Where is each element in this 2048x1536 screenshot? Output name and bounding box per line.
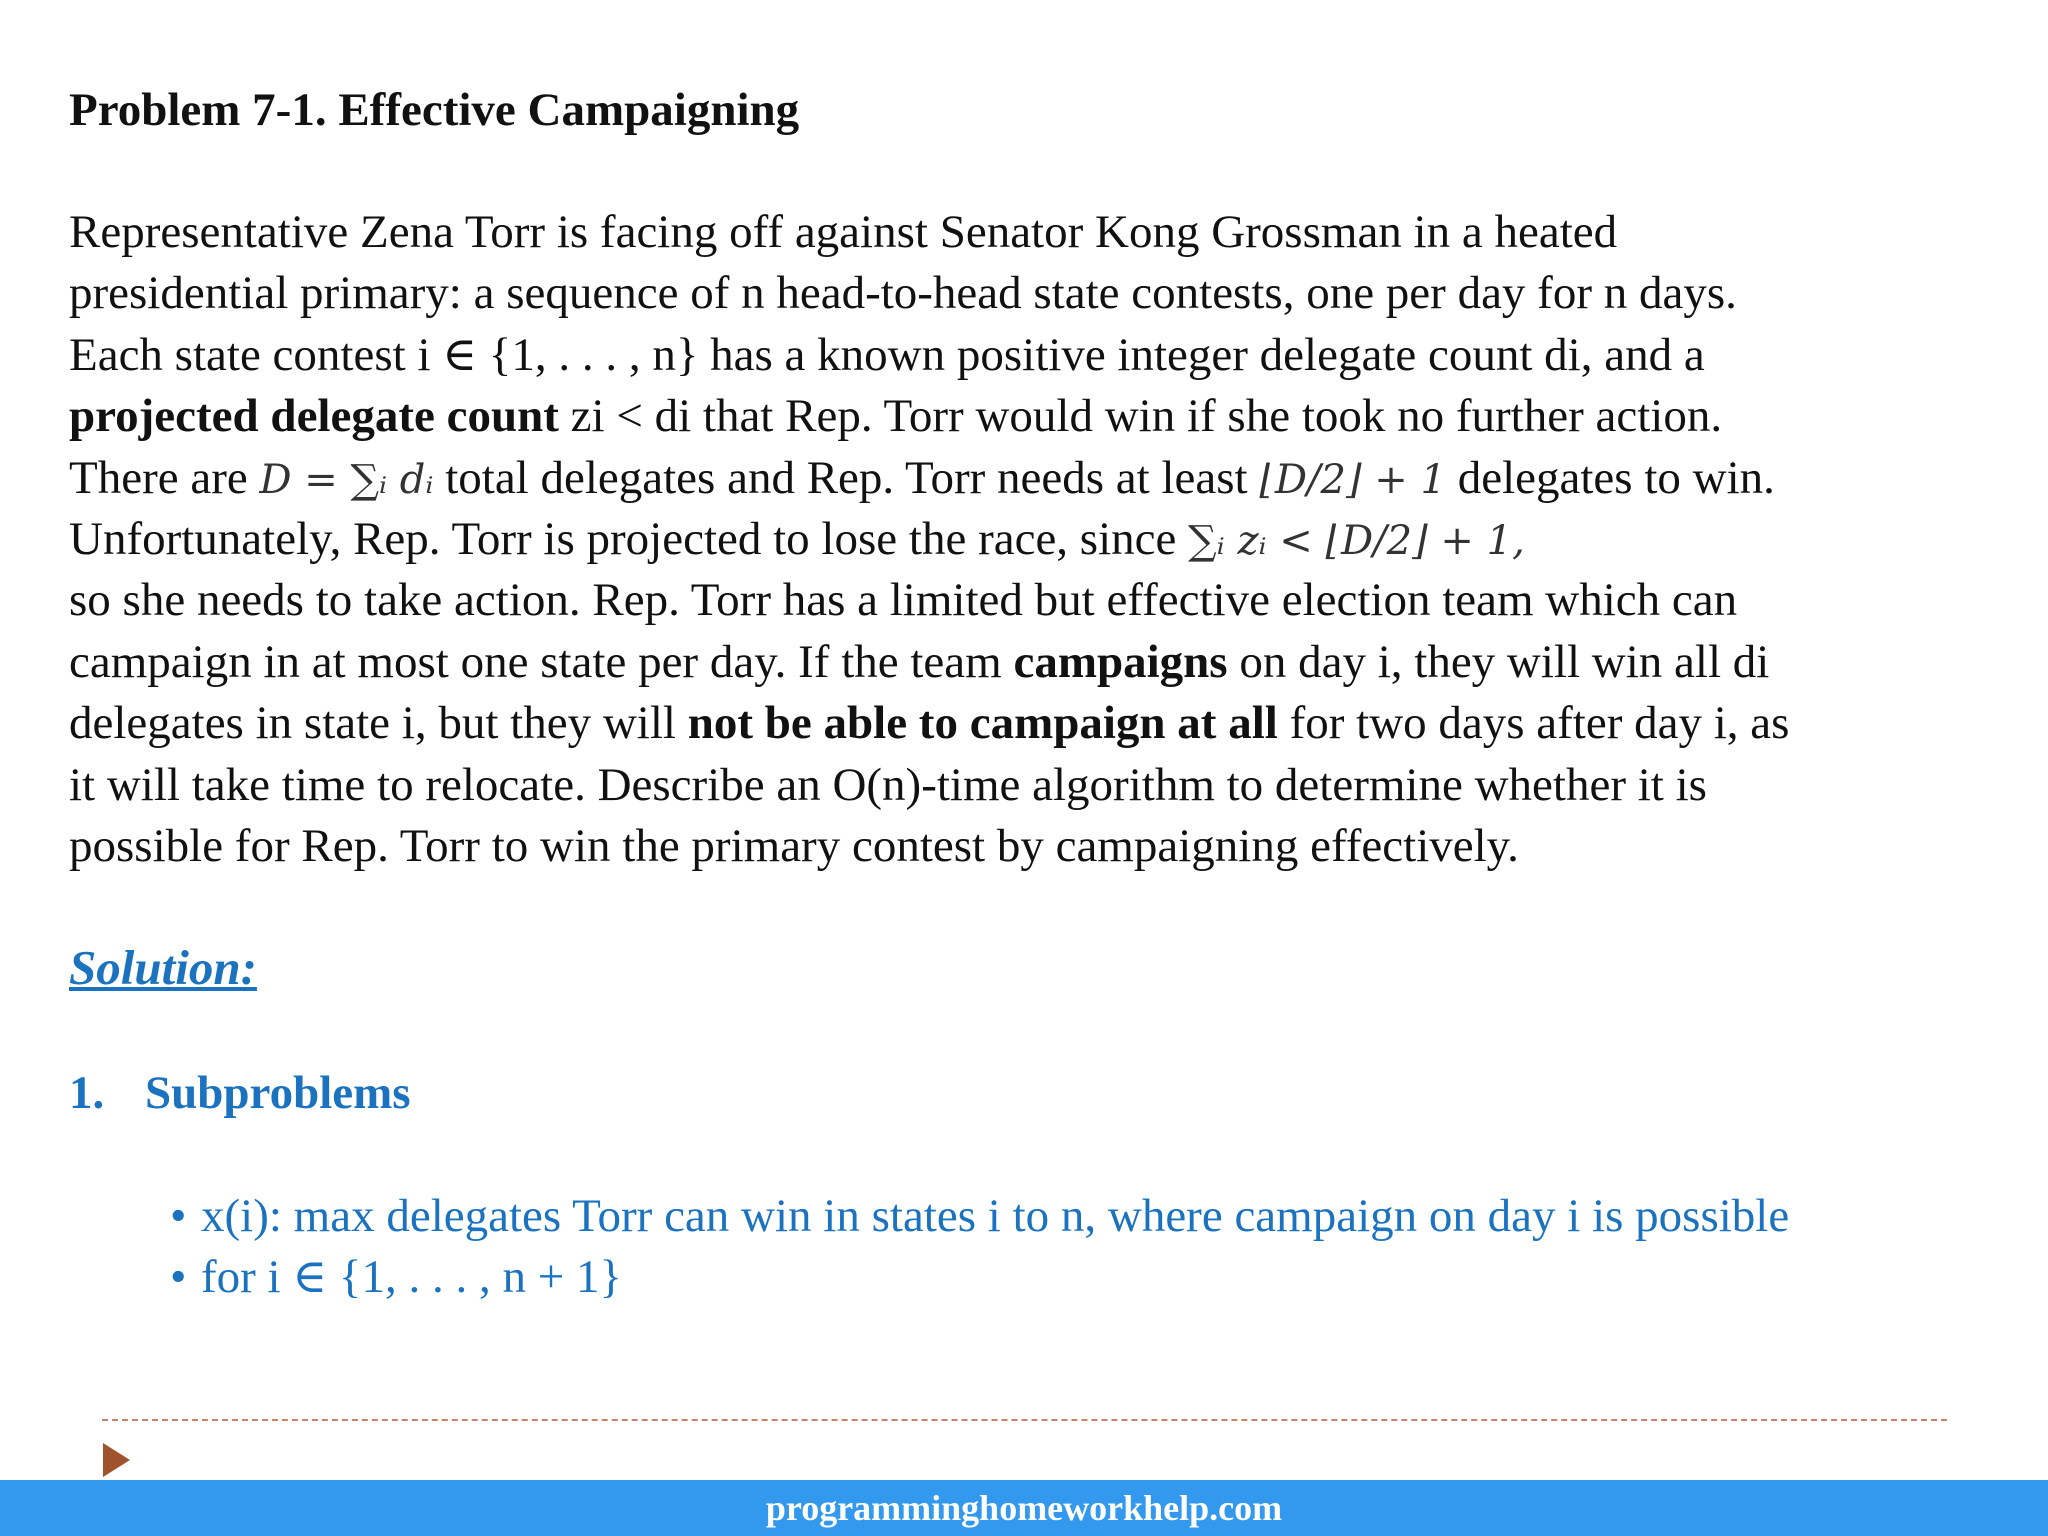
problem-title: Problem 7-1. Effective Campaigning — [69, 84, 800, 136]
projected-delegate-count-term: projected delegate count — [69, 390, 559, 443]
subproblems-title: Subproblems — [145, 1067, 411, 1119]
campaigns-term: campaigns — [1013, 635, 1228, 688]
dashed-divider — [102, 1419, 1947, 1421]
statement-line-10: it will take time to relocate. Describe an O(n)-time algorithm to determine whether it is — [69, 758, 1707, 811]
statement-line-8-b: on day i, they will win all di — [1227, 635, 1770, 688]
statement-line-8 — [69, 632, 2019, 693]
list-item — [170, 1186, 1789, 1247]
statement-line-6-a: Unfortunately, Rep. Torr is projected to lose the race, since — [69, 512, 1189, 565]
statement-line-4-rest: zi < di that Rep. Torr would win if she took no further action. — [558, 390, 1723, 443]
list-item-text: for i ∈ {1, . . . , n + 1} — [201, 1251, 623, 1303]
subproblems-heading — [69, 1063, 411, 1123]
statement-line-5-a: There are — [69, 451, 260, 504]
majority-threshold-formula: ⌊D/2⌋ + 1 — [1259, 456, 1446, 503]
statement-line-8-a: campaign in at most one state per day. If the team — [69, 635, 1014, 688]
subproblems-list — [170, 1186, 1789, 1308]
statement-line-5-c: delegates to win. — [1445, 451, 1775, 504]
statement-line-5 — [69, 448, 2019, 509]
subproblems-number: 1. — [69, 1067, 105, 1119]
statement-line-9 — [69, 693, 2019, 754]
statement-line-1: Representative Zena Torr is facing off against Senator Kong Grossman in a heated — [69, 206, 1618, 258]
statement-line-9-a: delegates in state i, but they will — [69, 697, 688, 750]
statement-line-3: Each state contest i ∈ {1, . . . , n} has a known positive integer delegate count di, and a — [69, 328, 1705, 381]
statement-line-6 — [69, 509, 2019, 570]
bullet-icon: • — [170, 1251, 187, 1303]
statement-line-4 — [69, 386, 2019, 447]
total-delegates-formula: D = ∑ᵢ dᵢ — [259, 456, 434, 503]
statement-line-7: so she needs to take action. Rep. Torr has a limited but effective election team which can — [69, 574, 1738, 627]
solution-heading: Solution: — [69, 940, 257, 995]
projected-loss-formula: ∑ᵢ zᵢ < ⌊D/2⌋ + 1, — [1188, 517, 1525, 564]
list-item-text: x(i): max delegates Torr can win in states i to n, where campaign on day i is possible — [201, 1190, 1790, 1242]
statement-line-5-b: total delegates and Rep. Torr needs at least — [433, 451, 1260, 504]
problem-statement — [69, 202, 2019, 877]
cannot-campaign-term: not be able to campaign at all — [687, 697, 1278, 750]
footer-site-link[interactable]: programminghomeworkhelp.com — [765, 1488, 1283, 1528]
bullet-icon: • — [170, 1190, 187, 1242]
statement-line-2: presidential primary: a sequence of n head-to-head state contests, one per day for n days. — [69, 267, 1737, 320]
statement-line-9-b: for two days after day i, as — [1277, 697, 1790, 750]
list-item — [170, 1247, 1789, 1308]
footer-bar — [0, 1480, 2048, 1536]
statement-line-11: possible for Rep. Torr to win the primary contest by campaigning effectively. — [69, 819, 1519, 872]
triangle-right-icon — [103, 1443, 130, 1477]
